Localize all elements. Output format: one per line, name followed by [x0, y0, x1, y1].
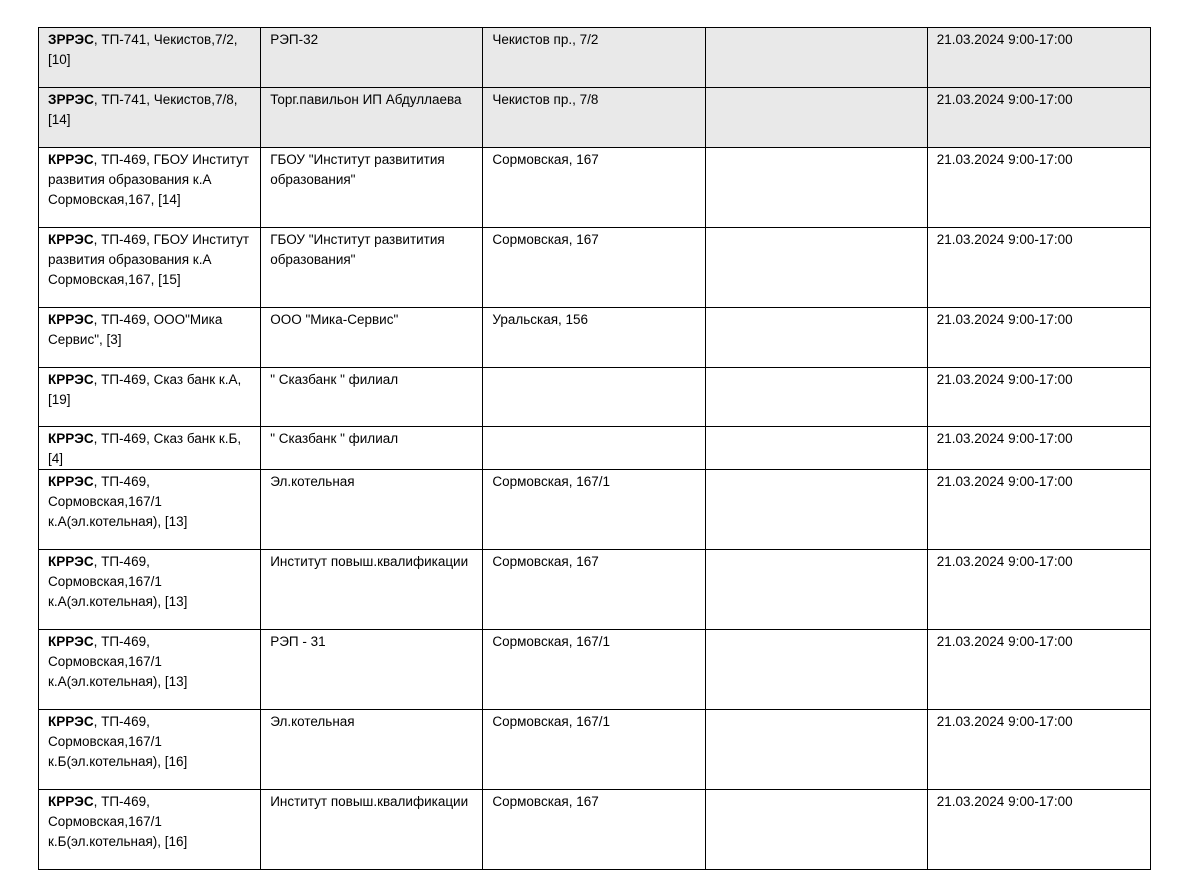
table-row: [39, 28, 1151, 88]
extra-cell: [705, 368, 927, 427]
address-cell: Уральская, 156: [483, 308, 705, 368]
period-cell: 21.03.2024 9:00-17:00: [927, 790, 1150, 870]
res-name: КРРЭС: [48, 232, 94, 247]
line-cell: [39, 630, 261, 710]
line-text: , ТП-469, Сказ банк к.Б, [4]: [48, 431, 242, 466]
res-name: КРРЭС: [48, 794, 94, 809]
line-cell: [39, 148, 261, 228]
consumer-cell: " Сказбанк " филиал: [261, 427, 483, 470]
extra-cell: [705, 470, 927, 550]
extra-cell: [705, 88, 927, 148]
res-name: КРРЭС: [48, 554, 94, 569]
address-cell: Сормовская, 167: [483, 550, 705, 630]
line-text: , ТП-741, Чекистов,7/2, [10]: [48, 32, 238, 67]
consumer-cell: РЭП - 31: [261, 630, 483, 710]
extra-cell: [705, 28, 927, 88]
line-cell: [39, 470, 261, 550]
period-cell: 21.03.2024 9:00-17:00: [927, 710, 1150, 790]
res-name: КРРЭС: [48, 312, 94, 327]
table-row: [39, 368, 1151, 427]
consumer-cell: РЭП-32: [261, 28, 483, 88]
line-cell: [39, 427, 261, 470]
table-row: [39, 550, 1151, 630]
table-row: [39, 148, 1151, 228]
table-row: [39, 710, 1151, 790]
res-name: КРРЭС: [48, 431, 94, 446]
period-cell: 21.03.2024 9:00-17:00: [927, 550, 1150, 630]
res-name: КРРЭС: [48, 152, 94, 167]
period-cell: 21.03.2024 9:00-17:00: [927, 88, 1150, 148]
extra-cell: [705, 148, 927, 228]
table-row: [39, 308, 1151, 368]
consumer-cell: Эл.котельная: [261, 710, 483, 790]
period-cell: 21.03.2024 9:00-17:00: [927, 470, 1150, 550]
line-text: , ТП-741, Чекистов,7/8, [14]: [48, 92, 238, 127]
line-cell: [39, 710, 261, 790]
period-cell: 21.03.2024 9:00-17:00: [927, 630, 1150, 710]
table-row: [39, 228, 1151, 308]
line-cell: [39, 88, 261, 148]
consumer-cell: " Сказбанк " филиал: [261, 368, 483, 427]
address-cell: Сормовская, 167: [483, 228, 705, 308]
address-cell: Чекистов пр., 7/2: [483, 28, 705, 88]
table-row: [39, 470, 1151, 550]
address-cell: [483, 427, 705, 470]
line-cell: [39, 228, 261, 308]
line-text: , ТП-469, Сормовская,167/1 к.Б(эл.котельная), [16]: [48, 794, 188, 849]
line-cell: [39, 790, 261, 870]
line-text: , ТП-469, ГБОУ Институт развития образования к.А Сормовская,167, [14]: [48, 152, 250, 207]
line-text: , ТП-469, Сормовская,167/1 к.А(эл.котельная), [13]: [48, 634, 188, 689]
address-cell: Сормовская, 167: [483, 790, 705, 870]
line-cell: [39, 28, 261, 88]
period-cell: 21.03.2024 9:00-17:00: [927, 368, 1150, 427]
outage-table: [38, 27, 1151, 870]
period-cell: 21.03.2024 9:00-17:00: [927, 228, 1150, 308]
consumer-cell: ГБОУ "Институт развитития образования": [261, 148, 483, 228]
extra-cell: [705, 710, 927, 790]
address-cell: Сормовская, 167/1: [483, 470, 705, 550]
consumer-cell: Институт повыш.квалификации: [261, 790, 483, 870]
res-name: КРРЭС: [48, 474, 94, 489]
extra-cell: [705, 630, 927, 710]
address-cell: Сормовская, 167/1: [483, 710, 705, 790]
address-cell: Чекистов пр., 7/8: [483, 88, 705, 148]
res-name: КРРЭС: [48, 634, 94, 649]
period-cell: 21.03.2024 9:00-17:00: [927, 427, 1150, 470]
consumer-cell: Институт повыш.квалификации: [261, 550, 483, 630]
table-row: [39, 427, 1151, 470]
period-cell: 21.03.2024 9:00-17:00: [927, 148, 1150, 228]
extra-cell: [705, 308, 927, 368]
extra-cell: [705, 550, 927, 630]
line-text: , ТП-469, ООО"Мика Сервис", [3]: [48, 312, 223, 347]
line-cell: [39, 368, 261, 427]
consumer-cell: Торг.павильон ИП Абдуллаева: [261, 88, 483, 148]
line-text: , ТП-469, ГБОУ Институт развития образования к.А Сормовская,167, [15]: [48, 232, 250, 287]
line-text: , ТП-469, Сказ банк к.А, [19]: [48, 372, 242, 407]
extra-cell: [705, 228, 927, 308]
line-text: , ТП-469, Сормовская,167/1 к.А(эл.котельная), [13]: [48, 474, 188, 529]
res-name: ЗРРЭС: [48, 92, 94, 107]
consumer-cell: ГБОУ "Институт развитития образования": [261, 228, 483, 308]
consumer-cell: Эл.котельная: [261, 470, 483, 550]
res-name: ЗРРЭС: [48, 32, 94, 47]
line-cell: [39, 308, 261, 368]
table-row: [39, 88, 1151, 148]
table-row: [39, 630, 1151, 710]
period-cell: 21.03.2024 9:00-17:00: [927, 308, 1150, 368]
address-cell: Сормовская, 167: [483, 148, 705, 228]
address-cell: [483, 368, 705, 427]
consumer-cell: ООО "Мика-Сервис": [261, 308, 483, 368]
line-text: , ТП-469, Сормовская,167/1 к.А(эл.котельная), [13]: [48, 554, 188, 609]
extra-cell: [705, 427, 927, 470]
table-row: [39, 790, 1151, 870]
res-name: КРРЭС: [48, 714, 94, 729]
extra-cell: [705, 790, 927, 870]
line-cell: [39, 550, 261, 630]
period-cell: 21.03.2024 9:00-17:00: [927, 28, 1150, 88]
address-cell: Сормовская, 167/1: [483, 630, 705, 710]
line-text: , ТП-469, Сормовская,167/1 к.Б(эл.котельная), [16]: [48, 714, 188, 769]
res-name: КРРЭС: [48, 372, 94, 387]
outage-table-body: [39, 28, 1151, 870]
